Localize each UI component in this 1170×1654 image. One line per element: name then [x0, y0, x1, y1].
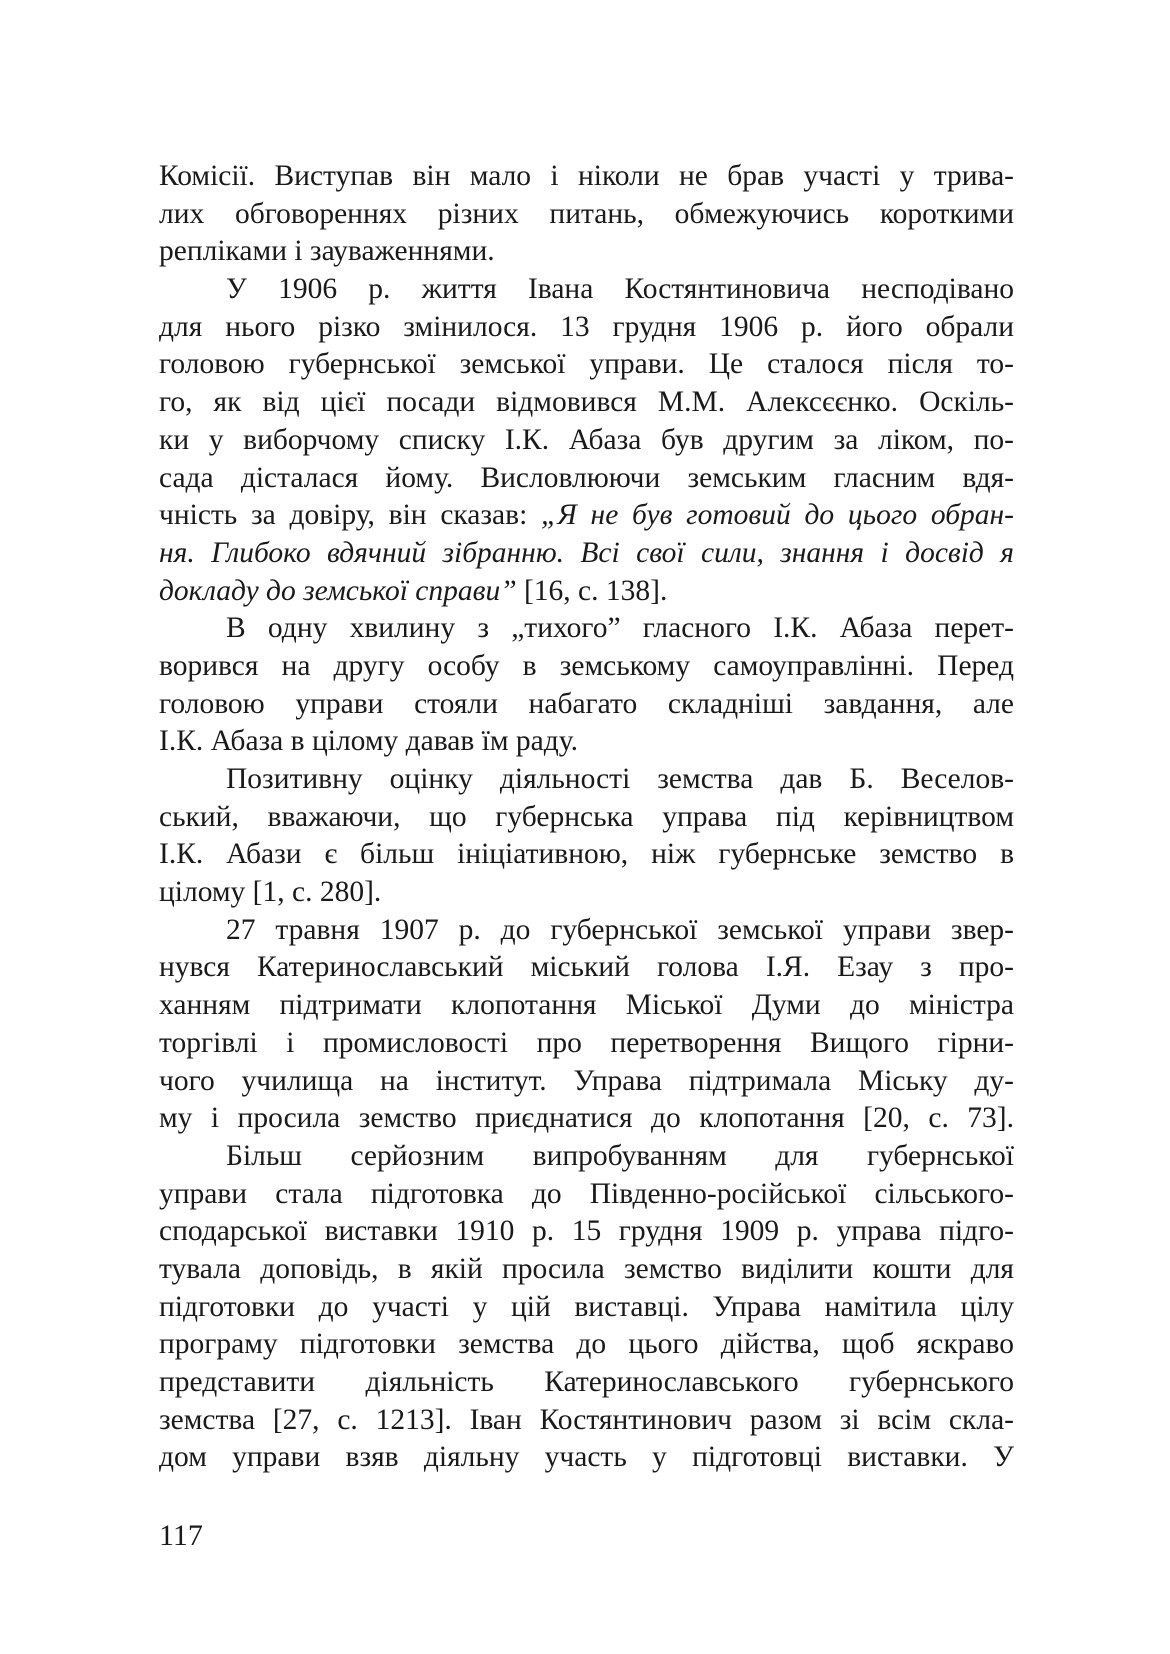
text-line — [159, 1025, 1014, 1063]
text-segment: 27 травня 1907 р. до губернської земської управи звер- — [226, 913, 1014, 946]
text-line — [159, 460, 1014, 498]
text-line — [159, 949, 1014, 987]
text-segment: І.К. Абаза в цілому давав їм раду. — [159, 725, 578, 758]
text-segment: ський, вважаючи, що губернська управа під керівництвом — [159, 800, 1014, 833]
text-segment: Комісії. Виступав він мало і ніколи не брав участі у трива- — [159, 160, 1014, 192]
text-line — [159, 196, 1014, 234]
text-segment: чність за довіру, він сказав: — [159, 499, 542, 532]
text-line — [159, 346, 1014, 384]
text-line — [159, 836, 1014, 874]
text-line — [159, 1251, 1014, 1289]
italic-quote-segment: „Я не був готовий до цього обран- — [541, 499, 1014, 532]
text-segment: го, як від цієї посади відмовився М.М. Алексєєнко. Оскіль- — [159, 386, 1014, 419]
text-line — [159, 1326, 1014, 1364]
text-line — [159, 535, 1014, 573]
page-number: 117 — [159, 1519, 203, 1552]
text-line — [159, 1138, 1014, 1176]
text-segment: нувся Катеринославський міський голова І.Я. Езау з про- — [159, 951, 1014, 984]
text-segment: чого училища на інститут. Управа підтримала Міську ду- — [159, 1064, 1014, 1097]
text-segment: І.К. Абази є більш ініціативною, ніж губернське земство в — [159, 838, 1014, 871]
text-line — [159, 497, 1014, 535]
text-line — [159, 309, 1014, 347]
text-segment: програму підготовки земства до цього дійства, щоб яскраво — [159, 1328, 1014, 1361]
text-segment: ханням підтримати клопотання Міської Думи до міністра — [159, 989, 1014, 1022]
text-segment: земства [27, с. 1213]. Іван Костянтинович разом зі всім скла- — [159, 1403, 1014, 1436]
text-line — [159, 384, 1014, 422]
text-line — [159, 1364, 1014, 1402]
text-segment: ворився на другу особу в земському самоуправлінні. Перед — [159, 649, 1014, 682]
text-segment: цілому [1, с. 280]. — [159, 876, 382, 909]
text-line — [159, 912, 1014, 950]
text-line — [159, 1402, 1014, 1440]
text-line — [159, 648, 1014, 686]
text-segment: головою управи стояли набагато складніші завдання, але — [159, 687, 1014, 720]
text-line — [159, 799, 1014, 837]
text-line — [159, 987, 1014, 1025]
text-line — [159, 573, 1014, 611]
text-segment: торгівлі і промисловості про перетворення Вищого гірни- — [159, 1026, 1014, 1059]
text-segment: Позитивну оцінку діяльності земства дав Б. Веселов- — [226, 763, 1014, 795]
text-line — [159, 1213, 1014, 1251]
text-line — [159, 686, 1014, 724]
italic-quote-segment: докладу до земської справи” — [159, 574, 517, 607]
text-segment: підготовки до участі у цій виставці. Управа намітила цілу — [159, 1290, 1014, 1323]
text-line — [159, 761, 1014, 799]
text-segment: тувала доповідь, в якій просила земство виділити кошти для — [159, 1252, 1014, 1285]
text-segment: У 1906 р. життя Івана Костянтиновича несподівано — [226, 273, 1014, 306]
text-line — [159, 1063, 1014, 1101]
italic-quote-segment: ня. Глибоко вдячний зібранню. Всі свої сили, знання і досвід я — [159, 536, 1014, 569]
text-segment: ки у виборчому списку І.К. Абаза був другим за ліком, по- — [159, 423, 1014, 456]
text-segment: представити діяльність Катеринославського губернського — [159, 1366, 1014, 1398]
text-segment: В одну хвилину з „тихого” гласного І.К. Абаза перет- — [226, 612, 1014, 645]
text-line — [159, 1176, 1014, 1214]
text-segment: репліками і зауваженнями. — [159, 235, 495, 268]
text-line — [159, 422, 1014, 460]
text-line — [159, 1289, 1014, 1327]
text-line — [159, 233, 1014, 271]
text-line — [159, 723, 1014, 761]
text-line — [159, 1439, 1014, 1477]
text-line — [159, 1100, 1014, 1138]
text-segment: сподарської виставки 1910 р. 15 грудня 1909 р. управа підго- — [159, 1215, 1014, 1248]
text-segment: дом управи взяв діяльну участь у підготовці виставки. У — [159, 1441, 1014, 1474]
text-segment: [16, с. 138]. — [516, 574, 668, 607]
text-segment: сада дісталася йому. Висловлюючи земським гласним вдя- — [159, 461, 1014, 494]
text-segment: головою губернської земської управи. Це сталося після то- — [159, 348, 1014, 381]
body-text — [159, 158, 1014, 1477]
text-segment: му і просила земство приєднатися до клопотання [20, с. 73]. — [159, 1102, 1014, 1135]
text-line — [159, 874, 1014, 912]
text-segment: для нього різко змінилося. 13 грудня 1906 р. його обрали — [159, 310, 1014, 343]
text-line — [159, 610, 1014, 648]
text-line — [159, 158, 1014, 196]
text-segment: Більш серйозним випробуванням для губернської — [226, 1139, 1014, 1172]
text-segment: управи стала підготовка до Південно-російської сільського- — [159, 1177, 1014, 1210]
text-segment: лих обговореннях різних питань, обмежуючись короткими — [159, 197, 1014, 230]
text-line — [159, 271, 1014, 309]
